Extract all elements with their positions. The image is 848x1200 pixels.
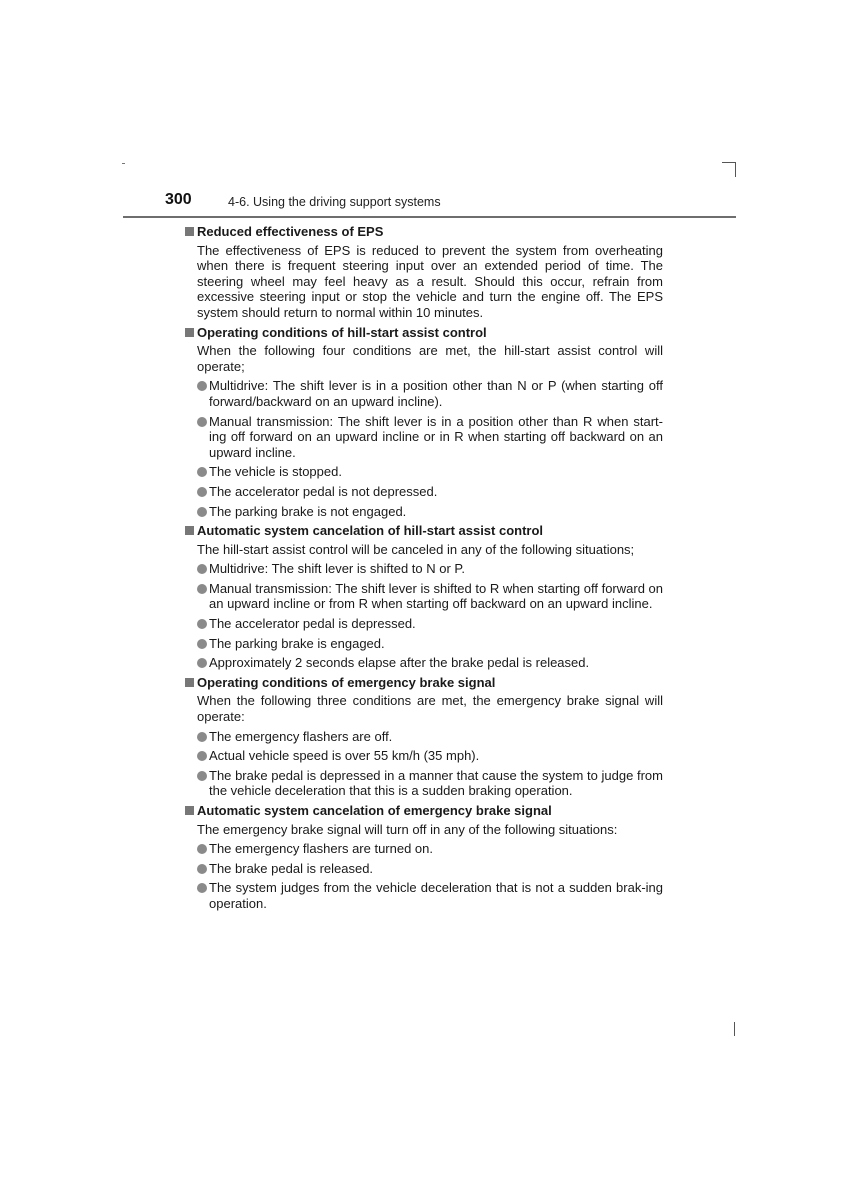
list-item bbox=[185, 748, 663, 764]
list-item-text: The emergency flashers are off. bbox=[209, 728, 393, 744]
circle-bullet-icon bbox=[197, 564, 207, 574]
page-number: 300 bbox=[165, 191, 192, 208]
list-item bbox=[185, 414, 663, 461]
section-heading-text: Automatic system cancelation of hill-start assist control bbox=[197, 523, 544, 539]
circle-bullet-icon bbox=[197, 883, 207, 893]
square-bullet-icon bbox=[185, 328, 194, 337]
circle-bullet-icon bbox=[197, 381, 207, 391]
list-item bbox=[185, 636, 663, 652]
list-item bbox=[185, 581, 663, 612]
list-item-text: Multidrive: The shift lever is shifted to N or P. bbox=[209, 561, 466, 577]
section-heading bbox=[185, 523, 663, 539]
page-header bbox=[123, 190, 736, 216]
list-item bbox=[185, 504, 663, 520]
circle-bullet-icon bbox=[197, 864, 207, 874]
list-item bbox=[185, 378, 663, 409]
list-item-text: The brake pedal is depressed in a manner that cause the system to judge from the vehicle deceleration that this is a sudden braking operation. bbox=[209, 767, 663, 799]
square-bullet-icon bbox=[185, 227, 194, 236]
header-rule bbox=[123, 216, 736, 218]
section-body: When the following three conditions are met, the emergency brake signal will operate: bbox=[197, 693, 663, 725]
circle-bullet-icon bbox=[197, 619, 207, 629]
circle-bullet-icon bbox=[197, 584, 207, 594]
section bbox=[185, 224, 663, 321]
list-item bbox=[185, 880, 663, 911]
circle-bullet-icon bbox=[197, 771, 207, 781]
section bbox=[185, 675, 663, 799]
section-heading bbox=[185, 325, 663, 341]
section bbox=[185, 803, 663, 912]
list-item-text: Manual transmission: The shift lever is shifted to R when starting off forward on an upward incline or from R when starting off backward on an upward incline. bbox=[209, 580, 664, 612]
circle-bullet-icon bbox=[197, 417, 207, 427]
section bbox=[185, 523, 663, 671]
list-item bbox=[185, 841, 663, 857]
circle-bullet-icon bbox=[197, 658, 207, 668]
list-item bbox=[185, 484, 663, 500]
list-item-text: The emergency flashers are turned on. bbox=[209, 841, 434, 857]
list-item-text: Actual vehicle speed is over 55 km/h (35 mph). bbox=[209, 748, 480, 764]
list-item bbox=[185, 861, 663, 877]
section-body: The emergency brake signal will turn off in any of the following situations: bbox=[197, 821, 618, 837]
section-heading bbox=[185, 803, 663, 819]
list-item-text: The parking brake is engaged. bbox=[209, 635, 385, 651]
section bbox=[185, 325, 663, 520]
section-body: When the following four conditions are met, the hill-start assist control will operate; bbox=[197, 343, 663, 374]
section-body: The hill-start assist control will be canceled in any of the following situations; bbox=[197, 541, 635, 557]
section-heading-text: Operating conditions of emergency brake signal bbox=[197, 674, 496, 690]
list-item bbox=[185, 655, 663, 671]
square-bullet-icon bbox=[185, 806, 194, 815]
list-item bbox=[185, 729, 663, 745]
section-path: 4-6. Using the driving support systems bbox=[228, 195, 441, 209]
circle-bullet-icon bbox=[197, 751, 207, 761]
section-heading-text: Operating conditions of hill-start assist control bbox=[197, 324, 487, 340]
list-item-text: The accelerator pedal is not depressed. bbox=[209, 483, 438, 499]
list-item-text: The parking brake is not engaged. bbox=[209, 503, 407, 519]
circle-bullet-icon bbox=[197, 487, 207, 497]
crop-tick-right bbox=[734, 1022, 735, 1036]
crop-tick-left bbox=[122, 163, 125, 164]
page-content bbox=[185, 224, 663, 916]
list-item-text: Approximately 2 seconds elapse after the brake pedal is released. bbox=[209, 655, 590, 671]
circle-bullet-icon bbox=[197, 732, 207, 742]
list-item-text: Manual transmission: The shift lever is in a position other than R when start-ing off forward on an upward incline or in R when starting off backward on an upward incline. bbox=[209, 413, 663, 460]
list-item-text: The vehicle is stopped. bbox=[209, 464, 342, 480]
list-item-text: The brake pedal is released. bbox=[209, 860, 374, 876]
circle-bullet-icon bbox=[197, 639, 207, 649]
list-item-text: Multidrive: The shift lever is in a position other than N or P (when starting off forward/backward on an upward incline). bbox=[209, 378, 663, 409]
list-item-text: The system judges from the vehicle deceleration that is not a sudden brak-ing operation. bbox=[209, 880, 663, 911]
list-item bbox=[185, 561, 663, 577]
crop-mark-top-right bbox=[722, 162, 736, 177]
square-bullet-icon bbox=[185, 678, 194, 687]
list-item bbox=[185, 464, 663, 480]
section-heading-text: Automatic system cancelation of emergency brake signal bbox=[197, 803, 552, 818]
list-item-text: The accelerator pedal is depressed. bbox=[209, 616, 416, 632]
section-heading-text: Reduced effectiveness of EPS bbox=[197, 224, 384, 239]
circle-bullet-icon bbox=[197, 467, 207, 477]
section-heading bbox=[185, 224, 663, 240]
section-body: The effectiveness of EPS is reduced to prevent the system from overheating when there is frequent steering input over an extended period of time. The steering wheel may feel heavy as a result. Should this occur, refrain from excessive steering input or stop the vehicle and turn the engine off. The EPS system should return to normal within 10 minutes. bbox=[197, 242, 663, 320]
section-heading bbox=[185, 675, 663, 691]
list-item bbox=[185, 616, 663, 632]
circle-bullet-icon bbox=[197, 844, 207, 854]
circle-bullet-icon bbox=[197, 507, 207, 517]
list-item bbox=[185, 768, 663, 799]
square-bullet-icon bbox=[185, 526, 194, 535]
